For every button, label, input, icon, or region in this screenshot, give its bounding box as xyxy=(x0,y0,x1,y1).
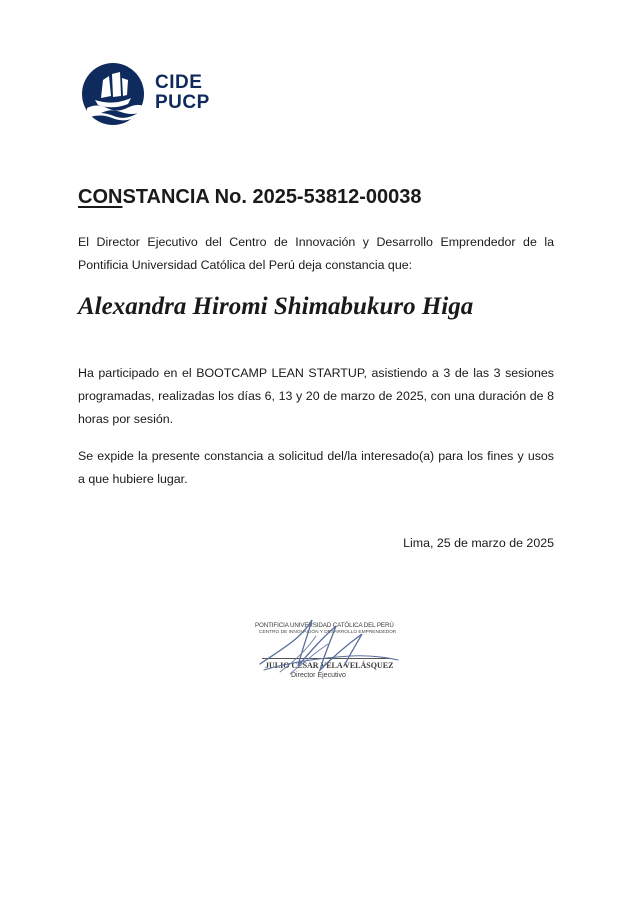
place-and-date: Lima, 25 de marzo de 2025 xyxy=(403,536,554,550)
signer-name: JULIO CÉSAR VELA VELÁSQUEZ xyxy=(265,661,394,670)
intro-paragraph: El Director Ejecutivo del Centro de Innovación y Desarrollo Emprendedor de la Pontificia Universidad Católica del Perú deja constancia que: xyxy=(78,235,554,272)
logo-line-1: CIDE xyxy=(155,72,203,93)
ship-emblem-icon xyxy=(81,62,145,126)
logo-wordmark xyxy=(155,73,210,113)
signer-role: Director Ejecutivo xyxy=(291,672,346,679)
issuance-paragraph: Se expide la presente constancia a solicitud del/la interesado(a) para los fines y usos a que hubiere lugar. xyxy=(78,449,554,486)
participation-paragraph: Ha participado en el BOOTCAMP LEAN STARTUP, asistiendo a 3 de las 3 sesiones programadas, realizadas los días 6, 13 y 20 de marzo de 2025, con una duración de 8 horas por sesión. xyxy=(78,366,554,426)
stamp-center: CENTRO DE INNOVACIÓN Y DESARROLLO EMPRENDEDOR xyxy=(259,630,397,635)
handwritten-signature-icon xyxy=(250,600,420,695)
title-underlined-part: CON xyxy=(78,186,123,208)
recipient-name: Alexandra Hiromi Shimabukuro Higa xyxy=(78,293,474,320)
cide-pucp-logo xyxy=(81,60,221,126)
signature-block xyxy=(250,600,420,695)
title-rest: STANCIA No. 2025-53812-00038 xyxy=(122,186,422,208)
stamp-university: PONTIFICIA UNIVERSIDAD CATÓLICA DEL PERÚ xyxy=(255,622,394,629)
certificate-title xyxy=(78,186,422,209)
logo-line-2: PUCP xyxy=(155,92,210,113)
